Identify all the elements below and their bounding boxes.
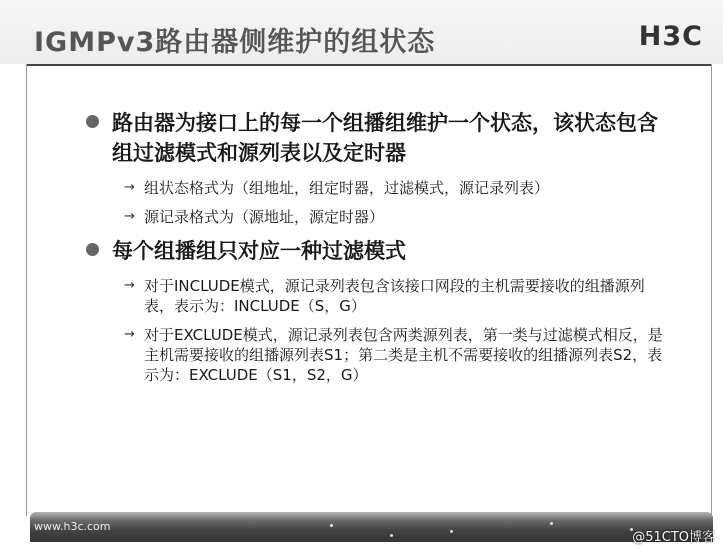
watermark: @51CTO博客 (632, 530, 715, 545)
bullet-1-sub-2 (88, 207, 668, 227)
h3c-logo: H3C (638, 21, 703, 52)
header-divider (26, 64, 712, 66)
bullet-dot-icon (86, 243, 99, 256)
arrow-icon: → (124, 278, 135, 293)
bullet-1-sub-2-text: 源记录格式为（源地址，源定时器） (144, 208, 385, 226)
bullet-2-sub-2 (88, 325, 668, 385)
bullet-2-sub-1-text: 对于INCLUDE模式，源记录列表包含该接口网段的主机需要接收的组播源列表，表示为：INCLUDE（S，G） (144, 277, 645, 315)
footer-bar (30, 512, 713, 542)
bullet-2-text: 每个组播组只对应一种过滤模式 (112, 239, 406, 263)
slide-header (0, 0, 723, 64)
right-border (711, 64, 712, 516)
bullet-1-sub-1-text: 组状态格式为（组地址，组定时器，过滤模式，源记录列表） (144, 179, 550, 197)
bullet-2 (88, 236, 668, 266)
bullet-1-sub-1 (88, 178, 668, 198)
slide-title: IGMPv3路由器侧维护的组状态 (34, 27, 436, 58)
arrow-icon: → (124, 180, 135, 195)
arrow-icon: → (124, 327, 135, 342)
left-border (26, 64, 27, 516)
arrow-icon: → (124, 209, 135, 224)
footer-url: www.h3c.com (34, 520, 111, 533)
slide-content (88, 108, 668, 394)
bullet-dot-icon (86, 115, 99, 128)
bullet-2-sub-1 (88, 276, 668, 316)
bullet-2-sub-2-text: 对于EXCLUDE模式，源记录列表包含两类源列表，第一类与过滤模式相反，是主机需要接收的组播源列表S1；第二类是主机不需要接收的组播源列表S2，表示为：EXCLUDE（S1，S2，G） (144, 326, 663, 384)
bullet-1-text: 路由器为接口上的每一个组播组维护一个状态，该状态包含组过滤模式和源列表以及定时器 (112, 111, 658, 165)
bullet-1 (88, 108, 668, 168)
